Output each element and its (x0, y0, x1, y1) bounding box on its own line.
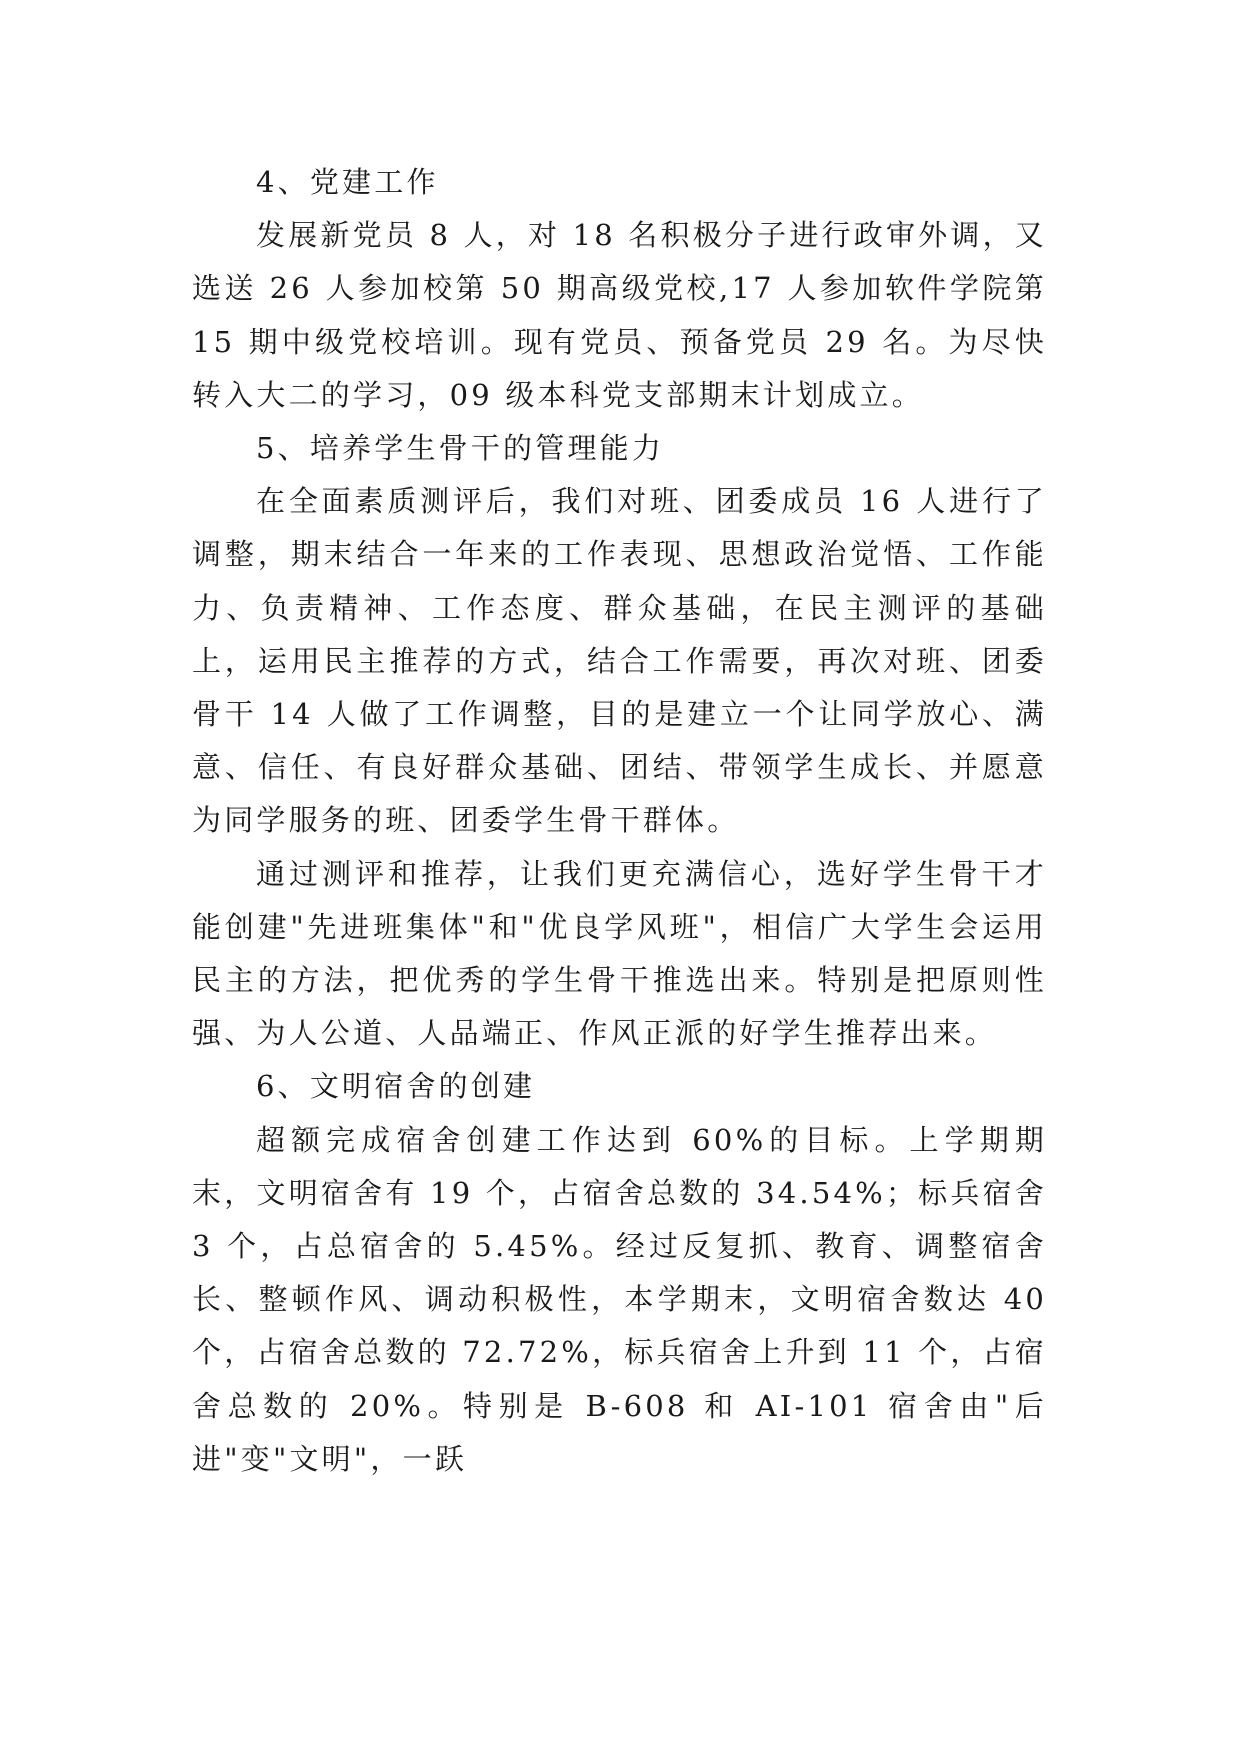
document-body (192, 156, 1047, 1486)
section-heading-dormitory: 6、文明宿舍的创建 (256, 1069, 536, 1104)
paragraph-dormitory: 超额完成宿舍创建工作达到 60%的目标。上学期期末，文明宿舍有 19 个，占宿舍总数的 34.54%；标兵宿舍 3 个，占总宿舍的 5.45%。经过反复抓、教育、调整宿舍长、整顿作风、调动积极性，本学期末，文明宿舍数达 40 个，占宿舍总数的 72.72%，标兵宿舍上升到 11 个，占宿舍总数的 20%。特别是 B-608 和 AI-101 宿舍由"后进"变"文明"，一跃 (192, 1122, 1047, 1476)
paragraph-student-leaders-adjustment: 在全面素质测评后，我们对班、团委成员 16 人进行了调整，期末结合一年来的工作表现、思想政治觉悟、工作能力、负责精神、工作态度、群众基础，在民主测评的基础上，运用民主推荐的方式，结合工作需要，再次对班、团委骨干 14 人做了工作调整，目的是建立一个让同学放心、满意、信任、有良好群众基础、团结、带领学生成长、并愿意为同学服务的班、团委学生骨干群体。 (192, 484, 1047, 838)
paragraph-party-building: 发展新党员 8 人，对 18 名积极分子进行政审外调，又选送 26 人参加校第 50 期高级党校,17 人参加软件学院第 15 期中级党校培训。现有党员、预备党员 29 名。为尽快转入大二的学习，09 级本科党支部期末计划成立。 (192, 218, 1047, 412)
paragraph-student-leaders-confidence: 通过测评和推荐，让我们更充满信心，选好学生骨干才能创建"先进班集体"和"优良学风班"，相信广大学生会运用民主的方法，把优秀的学生骨干推选出来。特别是把原则性强、为人公道、人品端正、作风正派的好学生推荐出来。 (192, 856, 1047, 1051)
section-heading-party-building: 4、党建工作 (256, 165, 439, 199)
section-heading-student-leaders: 5、培养学生骨干的管理能力 (256, 431, 665, 466)
